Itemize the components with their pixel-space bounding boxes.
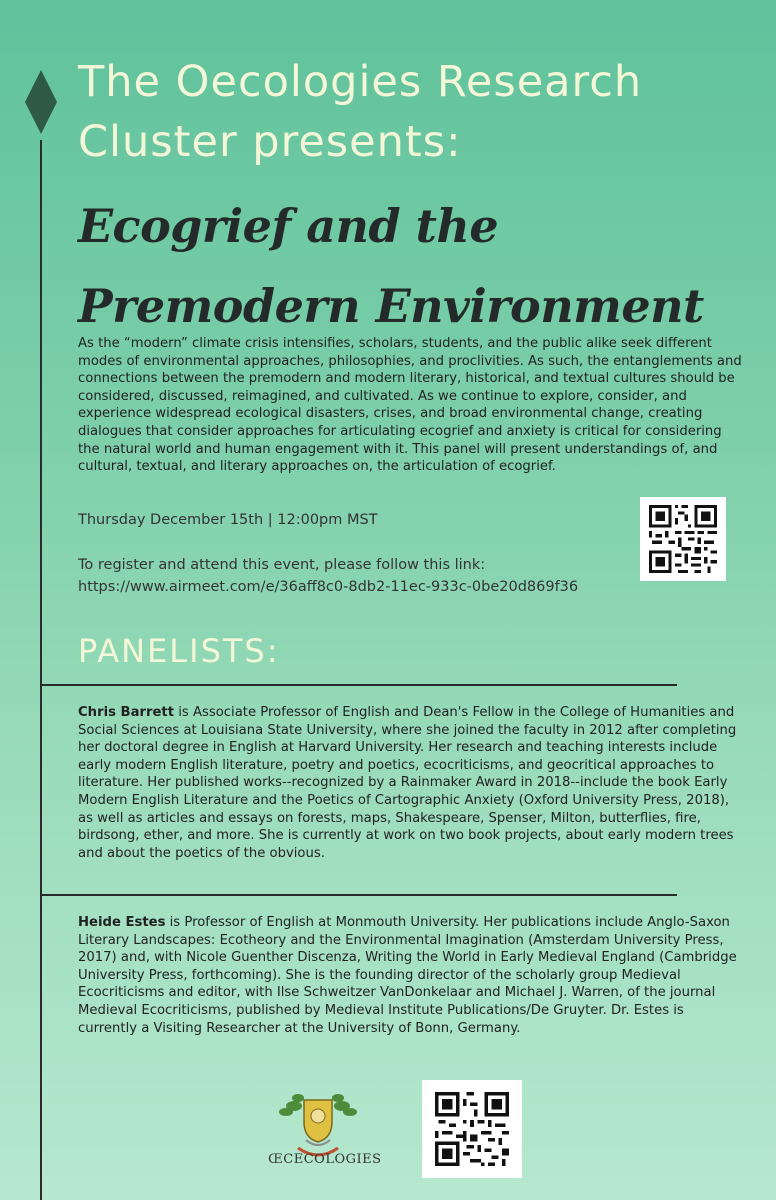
panelist-name: Heide Estes [78,915,166,930]
event-title [78,186,768,346]
qr-code-icon[interactable] [640,497,726,581]
qr-code-icon[interactable] [422,1080,522,1178]
qr-code-pattern [649,505,717,573]
diamond-icon [25,70,57,134]
presenter-heading: The Oecologies Research Cluster presents: [78,57,643,167]
register-link[interactable]: https://www.airmeet.com/e/36aff8c0-8db2-11ec-933c-0be20d869f36 [78,579,579,595]
panelist-bio-text: is Associate Professor of English and Dean's Fellow in the College of Humanities and Social Sciences at Louisiana State University, where she joined the faculty in 2012 after completing her doctoral degree in English at Harvard University. Her research and teaching interests include early modern English literature, poetry and poetics, ecocriticisms, and geocritical approaches to literature. Her published works--recognized by a Rainmaker Award in 2018--include the book Early Modern English Literature and the Poetics of Cartographic Anxiety (Oxford University Press, 2018), as well as articles and essays on forests, maps, Shakespeare, Spenser, Milton, butterflies, fire, birdsong, ether, and more. She is currently at work on two book projects, about early modern trees and about the poetics of the obvious. [78,705,737,861]
qr-code-pattern [435,1092,509,1166]
vertical-rule [40,140,42,1200]
panelist-bio [78,704,743,862]
panelist-name: Chris Barrett [78,705,175,720]
event-title-line1: Ecogrief and the [78,199,499,253]
panelist-bio-text: is Professor of English at Monmouth University. Her publications include Anglo-Saxon Literary Landscapes: Ecotheory and the Environmental Imagination (Amsterdam University Press, 2017) and, with Nicole Guenther Discenza, Writing the World in Early Medieval England (Cambridge University Press, forthcoming). She is the founding director of the scholarly group Medieval Ecocriticisms and editor, with Ilse Schweitzer VanDonkelaar and Michael J. Warren, of the journal Medieval Ecocriticisms, published by Medieval Institute Publications/De Gruyter. Dr. Estes is currently a Visiting Researcher at the University of Bonn, Germany. [78,915,737,1036]
divider [40,684,677,686]
event-title-line2: Premodern Environment [78,279,704,333]
divider [40,894,677,896]
event-description: As the “modern” climate crisis intensifies, scholars, students, and the public alike seek different modes of environmental approaches, philosophies, and proclivities. As such, the entanglements and connections between the premodern and modern literary, historical, and textual cultures should be considered, discussed, reimagined, and cultivated. As we continue to explore, consider, and experience widespread ecological disasters, crises, and broad environmental change, creating dialogues that consider approaches for articulating ecogrief and anxiety is critical for considering the natural world and human engagement with it. This panel will present understandings of, and cultural, textual, and literary approaches on, the articulation of ecogrief. [78,336,742,475]
panelist-bio [78,914,743,1037]
register-text: To register and attend this event, please follow this link: [78,557,486,573]
register-block [78,554,638,598]
event-datetime: Thursday December 15th | 12:00pm MST [78,512,378,528]
logo-label: ŒCECOLOGIES [268,1152,382,1167]
panelists-heading: PANELISTS: [78,632,280,670]
